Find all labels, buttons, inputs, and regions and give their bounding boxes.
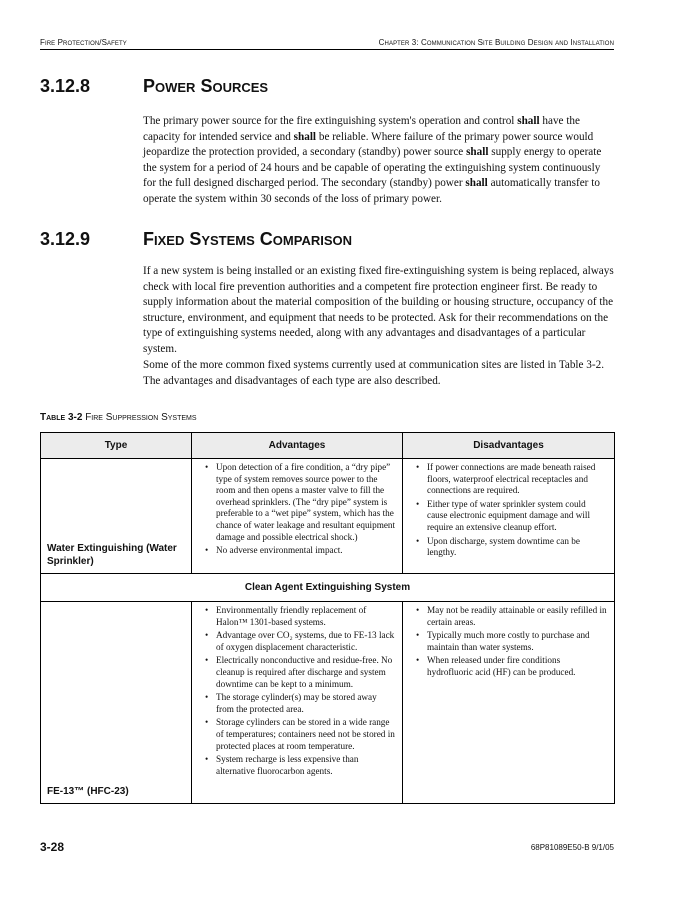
list-item: • When released under fire conditions hydrofluoric acid (HF) can be produced. bbox=[427, 655, 608, 678]
advantages-cell bbox=[192, 602, 403, 804]
list-item: • System recharge is less expensive than alternative fluorocarbon agents. bbox=[216, 754, 396, 777]
document-id: 68P81089E50-B 9/1/05 bbox=[530, 843, 614, 852]
text-run: supply energy to operate the system for a period of 24 hours and be capable of operating the extinguishing system continuously for the full designed discharged period. The secondary (standby) power bbox=[143, 146, 602, 190]
header-disadvantages: Disadvantages bbox=[403, 433, 615, 459]
table-group-row bbox=[41, 574, 615, 602]
text-run: The primary power source for the fire extinguishing system's operation and control bbox=[143, 115, 518, 127]
advantages-list bbox=[198, 462, 396, 557]
page-number: 3-28 bbox=[40, 840, 65, 854]
bold-run: shall bbox=[517, 115, 540, 127]
list-item: • Storage cylinders can be stored in a wide range of temperatures; containers need not be stored in protected places at room temperature. bbox=[216, 717, 396, 752]
table-caption-title: Fire Suppression Systems bbox=[85, 412, 197, 423]
list-item: • The storage cylinder(s) may be stored away from the protected area. bbox=[216, 692, 396, 715]
bold-run: shall bbox=[465, 177, 488, 190]
advantages-cell bbox=[192, 459, 403, 574]
running-header-left: Fire Protection/Safety bbox=[40, 38, 127, 47]
type-cell: FE-13™ (HFC-23) bbox=[41, 602, 192, 804]
group-heading: Clean Agent Extinguishing System bbox=[41, 574, 615, 602]
table-row bbox=[41, 602, 615, 804]
header-type: Type bbox=[41, 433, 192, 459]
text-run: automatically transfer to operate the system within 30 seconds of the loss of primary power. bbox=[143, 177, 600, 205]
header-rule bbox=[40, 49, 614, 50]
list-item: • May not be readily attainable or easily refilled in certain areas. bbox=[427, 605, 608, 628]
bold-run: shall bbox=[466, 146, 489, 159]
fixed-systems-paragraph-1: If a new system is being installed or an existing fixed fire-extinguishing system is being replaced, always check with local fire prevention authorities and a competent fire protection engineer first. Be ready to supply information about the material composition of the building or housing structure, occupancy of the structure, environment, and equipment that needs to be protected. Ask for their recommendations on the type of extinguishing systems needed, along with any advantages and disadvantages of a particular system. bbox=[143, 265, 614, 355]
disadvantages-list bbox=[409, 462, 608, 559]
table-caption-number: Table 3-2 bbox=[40, 412, 83, 423]
table-row bbox=[41, 459, 615, 574]
bold-run: shall bbox=[293, 130, 317, 143]
list-item: • Upon detection of a fire condition, a “dry pipe” type of system removes source power to the room and then opens a master valve to fill the overhead sprinklers. (The “dry pipe” system is preferable to a “wet pipe” system, which has the chance of water leakage and resultant equipment damage and possible electrical shock.) bbox=[216, 462, 396, 543]
list-item: • Advantage over CO₂ systems, due to FE-13 lack of oxygen displacement characteristic. bbox=[216, 630, 396, 653]
text-run: be reliable. Where failure of the primary power source would jeopardize the protection provided, a secondary (standby) power source bbox=[143, 130, 594, 159]
section-number-fixed-systems: 3.12.9 bbox=[40, 229, 91, 249]
list-item: • Typically much more costly to purchase and maintain than water systems. bbox=[427, 630, 608, 653]
advantages-list bbox=[198, 605, 396, 777]
text-run: have the capacity for intended service and bbox=[143, 115, 580, 143]
type-cell: Water Extinguishing (Water Sprinkler) bbox=[41, 459, 192, 574]
table-caption bbox=[40, 412, 197, 423]
list-item: • If power connections are made beneath raised floors, waterproof electrical receptacles and connections are required. bbox=[427, 462, 608, 497]
list-item: • Electrically nonconductive and residue-free. No cleanup is required after discharge and system downtime can be kept to a minimum. bbox=[216, 655, 396, 690]
power-sources-paragraph bbox=[143, 114, 615, 208]
section-title-power-sources: Power Sources bbox=[143, 76, 269, 96]
list-item: • Either type of water sprinkler system could cause electronic equipment damage and will require an extensive cleanup effort. bbox=[427, 499, 608, 534]
list-item: • Upon discharge, system downtime can be lengthy. bbox=[427, 536, 608, 559]
disadvantages-cell bbox=[403, 602, 615, 804]
fixed-systems-paragraph-2: Some of the more common fixed systems currently used at communication sites are listed in Table 3-2. The advantages and disadvantages of each type are also described. bbox=[143, 359, 605, 387]
fire-suppression-table bbox=[40, 432, 615, 804]
header-advantages: Advantages bbox=[192, 433, 403, 459]
list-item: • No adverse environmental impact. bbox=[216, 545, 396, 557]
disadvantages-cell bbox=[403, 459, 615, 574]
section-title-fixed-systems: Fixed Systems Comparison bbox=[143, 229, 353, 249]
disadvantages-list bbox=[409, 605, 608, 679]
running-header-right: Chapter 3: Communication Site Building Design and Installation bbox=[378, 38, 614, 47]
list-item: • Environmentally friendly replacement of Halon™ 1301-based systems. bbox=[216, 605, 396, 628]
table-header-row bbox=[41, 433, 615, 459]
section-number-power-sources: 3.12.8 bbox=[40, 76, 91, 96]
